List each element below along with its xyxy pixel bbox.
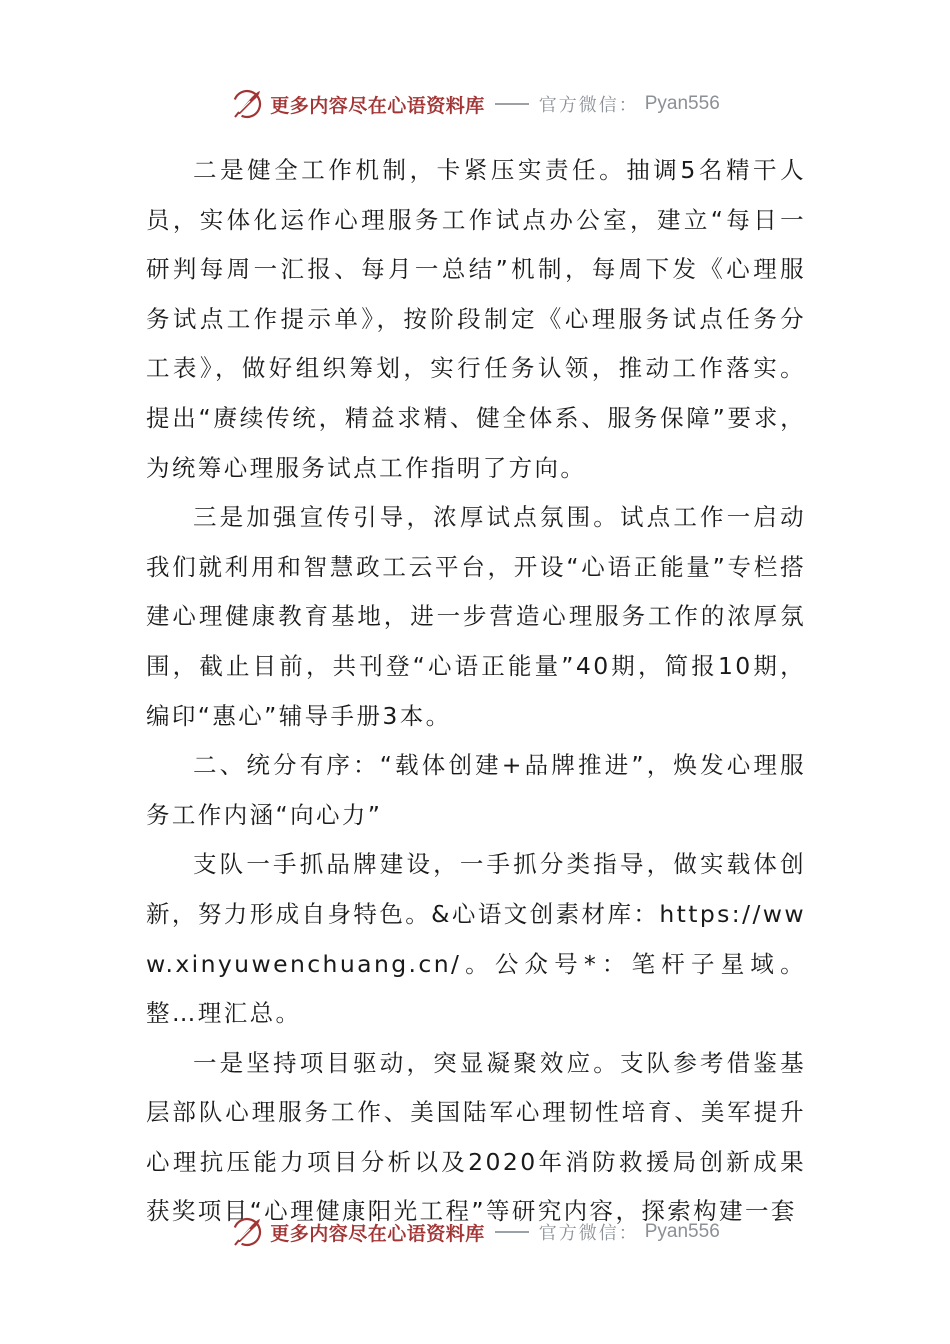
footer-brand-text: 更多内容尽在心语资料库 <box>270 1222 485 1245</box>
footer-official-label: 官方微信： <box>538 1223 639 1244</box>
header-wechat-id: Pyan556 <box>644 93 720 114</box>
header-divider <box>495 103 529 105</box>
header-brand <box>230 87 720 121</box>
page-footer <box>0 1212 950 1252</box>
paragraph-project-driven: 一是坚持项目驱动，突显凝聚效应。支队参考借鉴基层部队心理服务工作、美国陆军心理韧性培育、美军提升心理抗压能力项目分析以及2020年消防救援局创新成果获奖项目“心理健康阳光工程”等研究内容，探索构建一套 <box>146 1048 806 1226</box>
header-brand-text: 更多内容尽在心语资料库 <box>270 94 485 117</box>
section-heading-carrier-brand: 二、统分有序：“载体创建+品牌推进”，焕发心理服务工作内涵“向心力” <box>146 751 806 829</box>
footer-brand <box>230 1215 720 1249</box>
header-official-label: 官方微信： <box>538 95 639 116</box>
paragraph-brand-building: 支队一手抓品牌建设，一手抓分类指导，做实载体创新，努力形成自身特色。&心语文创素材库：https://www.xinyuwenchuang.cn/。公众号*：笔杆子星域。整…理汇总。 <box>146 850 806 1028</box>
document-body <box>146 146 806 1237</box>
quill-pen-logo-icon <box>230 1215 264 1249</box>
page-header <box>0 84 950 124</box>
footer-wechat-id: Pyan556 <box>644 1221 720 1242</box>
quill-pen-logo-icon <box>230 87 264 121</box>
paragraph-publicity: 三是加强宣传引导，浓厚试点氛围。试点工作一启动我们就利用和智慧政工云平台，开设“心语正能量”专栏搭建心理健康教育基地，进一步营造心理服务工作的浓厚氛围，截止目前，共刊登“心语正能量”40期，简报10期，编印“惠心”辅导手册3本。 <box>146 503 806 730</box>
footer-divider <box>495 1231 529 1233</box>
paragraph-work-mechanism: 二是健全工作机制，卡紧压实责任。抽调5名精干人员，实体化运作心理服务工作试点办公室，建立“每日一研判每周一汇报、每月一总结”机制，每周下发《心理服务试点工作提示单》，按阶段制定《心理服务试点任务分工表》，做好组织筹划，实行任务认领，推动工作落实。提出“赓续传统，精益求精、健全体系、服务保障”要求，为统筹心理服务试点工作指明了方向。 <box>146 156 806 482</box>
